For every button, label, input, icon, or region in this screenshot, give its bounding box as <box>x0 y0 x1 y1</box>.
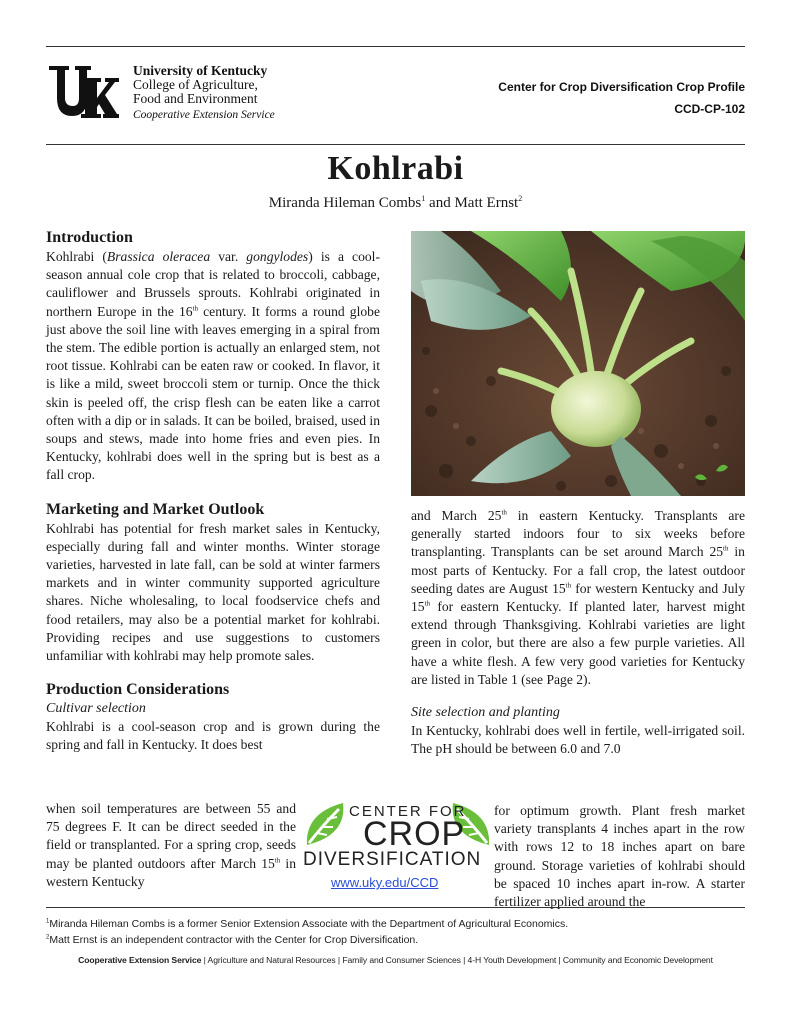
page-title: Kohlrabi <box>327 150 464 187</box>
footnotes <box>46 916 568 948</box>
kohlrabi-photo <box>411 231 745 496</box>
left-column <box>46 228 380 755</box>
intro-paragraph: Kohlrabi (Brassica oleracea var. gongylodes) is a cool-season annual cole crop that is related to broccoli, cabbage, cauliflower and Brussels sprouts. Kohlrabi originated in northern Europe in the 16th century. It forms a round globe just above the soil line with leaves emerging in a spiral from the stem. The edible portion is actually an enlarged stem, not root tissue. Kohlrabi can be eaten raw or cooked. In flavor, it is like a mild, sweet broccoli stem or turnip. Once the thick skin is peeled off, the crisp flesh can be eaten like a carrot often with a dip or in salads. It can be boiled, braised, used in soups and stews, made into home fries and even pies. In Kentucky, kohlrabi does well in the spring but is best as a fall crop. <box>46 249 380 483</box>
ccd-logo-center-for: CENTER FOR <box>349 803 467 820</box>
cultivar-subheading: Cultivar selection <box>46 701 146 717</box>
marketing-paragraph: Kohlrabi has potential for fresh market sales in Kentucky, especially during fall and winter months. Winter storage varieties, harvested in late fall, can be sold at winter farmers markets and in winter community supported agriculture shares. Niche wholesaling, to local foodservice chefs and food retailers, may also be a potential market for kohlrabi. Providing recipes and use suggestions to customers unfamiliar with kohlrabi may help promote sales. <box>46 520 380 664</box>
species-name: Brassica oleracea <box>106 249 211 264</box>
author-1: Miranda Hileman Combs <box>268 195 422 211</box>
right-column-wrap <box>494 802 745 911</box>
author-2: Matt Ernst <box>454 195 519 211</box>
org-university: University of Kentucky <box>133 63 268 78</box>
footnote-2: $^2$Matt Ernst is an independent contractor with the Center for Crop Diversification. <box>46 934 419 946</box>
uk-logo <box>47 62 297 124</box>
header-rule <box>46 144 745 145</box>
org-extension: Cooperative Extension Service <box>133 109 275 121</box>
left-leaf-icon <box>303 799 351 849</box>
author-2-mark: 2 <box>518 194 523 203</box>
planting-dates-paragraph: and March 25th in eastern Kentucky. Transplants are generally started indoors four to six weeks before transplanting. Transplants can be set around March 25th in most parts of Kentucky. For a fall crop, the latest outdoor seeding dates are August 15th for western Kentucky and July 15th for eastern Kentucky. If planted later, harvest might extend through Thanksgiving. Kohlrabi varieties are light green in color, but there are also a few purple varieties. All have a white flesh. A few very good varieties for Kentucky are listed in Table 1 (see Page 2). <box>411 508 745 687</box>
production-heading: Production Considerations <box>46 681 230 699</box>
intro-heading: Introduction <box>46 229 133 246</box>
footnote-rule <box>46 907 745 908</box>
marketing-heading: Marketing and Market Outlook <box>46 500 265 518</box>
production-paragraph-top: Kohlrabi is a cool-season crop and is grown during the spring and fall in Kentucky. It does best <box>46 719 380 753</box>
footnote-1: $^1$Miranda Hileman Combs is a former Senior Extension Associate with the Department of Agricultural Economics. <box>46 918 569 930</box>
author-1-mark: 1 <box>421 194 426 203</box>
org-college-cont: Food and Environment <box>133 91 258 106</box>
top-rule <box>46 46 745 47</box>
kohlrabi-plant-illustration <box>411 231 745 496</box>
ccd-logo <box>303 797 491 893</box>
site-paragraph-top: In Kentucky, kohlrabi does well in fertile, well-irrigated soil. The pH should be between 6.0 and 7.0 <box>411 723 745 757</box>
site-paragraph-wrap: for optimum growth. Plant fresh market variety transplants 4 inches apart in the row with rows 12 to 18 inches apart on bare ground. Storage varieties of kohlrabi should be spaced 10 inches apart in-row. A starter fertilizer applied around the <box>494 803 745 910</box>
profile-code: CCD-CP-102 <box>674 102 745 116</box>
ccd-website-link[interactable]: www.uky.edu/CCD <box>331 875 439 890</box>
profile-header <box>498 76 745 120</box>
left-column-wrap <box>46 800 296 891</box>
ccd-logo-diversification: DIVERSIFICATION <box>303 849 482 870</box>
author-joiner: and <box>425 195 455 211</box>
org-college: College of Agriculture, <box>133 77 258 92</box>
footer-lead: Cooperative Extension Service <box>78 955 202 965</box>
authors <box>0 195 791 212</box>
right-column <box>411 507 745 758</box>
ccd-logo-crop: CROP <box>363 815 466 853</box>
production-paragraph-wrap: when soil temperatures are between 55 and 75 degrees F. It can be direct seeded in the field or transplanted. For a spring crop, seeds may be planted outdoors after March 15th in western Kentucky <box>46 801 296 889</box>
profile-series: Center for Crop Diversification Crop Profile <box>498 80 745 94</box>
footer-programs: | Agriculture and Natural Resources | Family and Consumer Sciences | 4-H Youth Development | Community and Economic Development <box>201 955 713 965</box>
site-subheading: Site selection and planting <box>411 705 560 721</box>
page-footer <box>46 955 745 965</box>
variety-name: gongylodes <box>246 249 309 264</box>
uk-monogram-icon <box>47 64 119 120</box>
